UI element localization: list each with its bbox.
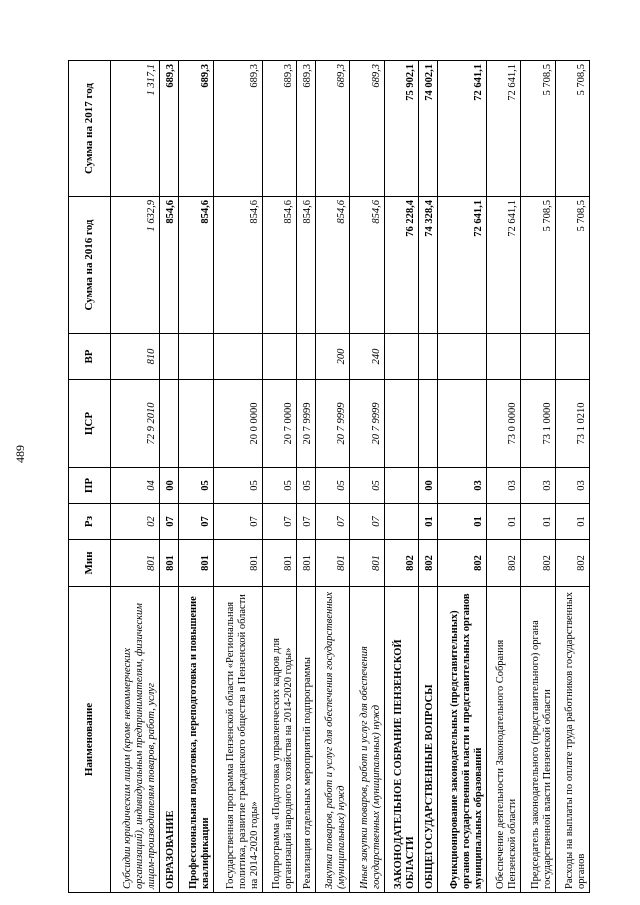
cell-pr: 04 <box>111 468 160 504</box>
cell-sum2016: 854,6 <box>160 197 179 334</box>
cell-sum2017: 5 708,5 <box>555 61 589 197</box>
cell-pr <box>384 468 418 504</box>
cell-min: 801 <box>316 540 350 587</box>
table-row <box>521 61 555 893</box>
header-vr: ВР <box>69 334 111 380</box>
cell-min: 801 <box>297 540 316 587</box>
cell-min: 802 <box>418 540 437 587</box>
table-row <box>111 61 160 893</box>
header-sum-2016: Сумма на 2016 год <box>69 197 111 334</box>
cell-pr: 05 <box>179 468 213 504</box>
cell-name: ОБРАЗОВАНИЕ <box>160 587 179 893</box>
cell-vr: 810 <box>111 334 160 380</box>
cell-pr: 05 <box>297 468 316 504</box>
cell-sum2017: 689,3 <box>297 61 316 197</box>
cell-min: 802 <box>384 540 418 587</box>
cell-vr <box>521 334 555 380</box>
cell-sum2016: 74 328,4 <box>418 197 437 334</box>
cell-sum2017: 5 708,5 <box>521 61 555 197</box>
cell-pr: 00 <box>418 468 437 504</box>
cell-csr: 20 7 0000 <box>263 380 297 468</box>
table-row <box>263 61 297 893</box>
cell-pr: 05 <box>213 468 262 504</box>
cell-min: 801 <box>111 540 160 587</box>
cell-rz: 01 <box>437 504 486 540</box>
cell-pr: 03 <box>521 468 555 504</box>
cell-sum2016: 854,6 <box>263 197 297 334</box>
cell-sum2016: 1 632,9 <box>111 197 160 334</box>
cell-csr: 72 9 2010 <box>111 380 160 468</box>
cell-csr <box>179 380 213 468</box>
cell-sum2017: 72 641,1 <box>487 61 521 197</box>
cell-csr <box>160 380 179 468</box>
cell-sum2017: 1 317,1 <box>111 61 160 197</box>
cell-rz: 07 <box>160 504 179 540</box>
cell-sum2016: 72 641,1 <box>437 197 486 334</box>
cell-vr <box>487 334 521 380</box>
cell-sum2017: 689,3 <box>160 61 179 197</box>
cell-sum2017: 689,3 <box>316 61 350 197</box>
cell-min: 801 <box>263 540 297 587</box>
cell-csr: 20 7 9999 <box>350 380 384 468</box>
table-body <box>111 61 590 893</box>
header-name: Наименование <box>69 587 111 893</box>
cell-csr <box>418 380 437 468</box>
header-min: Мин <box>69 540 111 587</box>
cell-name: Обеспечение деятельности Законодательного Собрания Пензенской области <box>487 587 521 893</box>
header-sum-2017: Сумма на 2017 год <box>69 61 111 197</box>
table-header-row <box>69 61 111 893</box>
cell-name: ОБЩЕГОСУДАРСТВЕННЫЕ ВОПРОСЫ <box>418 587 437 893</box>
cell-pr: 05 <box>263 468 297 504</box>
cell-vr <box>384 334 418 380</box>
cell-sum2017: 689,3 <box>213 61 262 197</box>
table-row <box>418 61 437 893</box>
cell-pr: 03 <box>437 468 486 504</box>
table-row <box>213 61 262 893</box>
cell-name: Председатель законодательного (представительного) органа государственной власти Пензенской области <box>521 587 555 893</box>
budget-table-rotated <box>68 61 590 893</box>
table-row <box>555 61 589 893</box>
table-row <box>160 61 179 893</box>
cell-rz: 07 <box>179 504 213 540</box>
table-row <box>437 61 486 893</box>
cell-min: 801 <box>350 540 384 587</box>
cell-sum2017: 689,3 <box>350 61 384 197</box>
cell-csr: 73 1 0210 <box>555 380 589 468</box>
cell-pr: 05 <box>350 468 384 504</box>
cell-vr <box>437 334 486 380</box>
cell-name: Государственная программа Пензенской области «Региональная политика, развитие гражданского общества в Пензенской области на 2014-2020 годы» <box>213 587 262 893</box>
cell-vr <box>263 334 297 380</box>
cell-min: 801 <box>213 540 262 587</box>
cell-sum2016: 76 228,4 <box>384 197 418 334</box>
cell-sum2017: 689,3 <box>179 61 213 197</box>
cell-rz <box>384 504 418 540</box>
cell-name: Подпрограмма «Подготовка управленческих кадров для организаций народного хозяйства на 2014-2020 годы» <box>263 587 297 893</box>
cell-vr <box>160 334 179 380</box>
page-number: 489 <box>13 445 27 463</box>
cell-vr <box>297 334 316 380</box>
cell-sum2016: 72 641,1 <box>487 197 521 334</box>
cell-sum2017: 72 641,1 <box>437 61 486 197</box>
cell-sum2017: 75 902,1 <box>384 61 418 197</box>
cell-rz: 07 <box>213 504 262 540</box>
cell-rz: 01 <box>521 504 555 540</box>
table-row <box>384 61 418 893</box>
cell-csr <box>384 380 418 468</box>
cell-rz: 01 <box>418 504 437 540</box>
cell-sum2016: 854,6 <box>179 197 213 334</box>
header-rz: Рз <box>69 504 111 540</box>
cell-rz: 07 <box>297 504 316 540</box>
cell-sum2016: 5 708,5 <box>555 197 589 334</box>
cell-rz: 07 <box>316 504 350 540</box>
header-pr: ПР <box>69 468 111 504</box>
cell-vr <box>179 334 213 380</box>
cell-vr: 240 <box>350 334 384 380</box>
cell-rz: 07 <box>350 504 384 540</box>
table-row <box>487 61 521 893</box>
cell-name: Профессиональная подготовка, переподготовка и повышение квалификации <box>179 587 213 893</box>
cell-name: Субсидии юридическим лицам (кроме некоммерческих организаций), индивидуальным предпринимателям, физическим лицам-производителям товаров, работ, услуг <box>111 587 160 893</box>
table-row <box>350 61 384 893</box>
cell-name: ЗАКОНОДАТЕЛЬНОЕ СОБРАНИЕ ПЕНЗЕНСКОЙ ОБЛАСТИ <box>384 587 418 893</box>
cell-sum2016: 5 708,5 <box>521 197 555 334</box>
cell-vr <box>555 334 589 380</box>
cell-min: 801 <box>179 540 213 587</box>
table-row <box>179 61 213 893</box>
table-row <box>297 61 316 893</box>
cell-sum2016: 854,6 <box>350 197 384 334</box>
cell-vr <box>213 334 262 380</box>
cell-name: Функционирование законодательных (представительных) органов государственной власти и представительных органов муниципальных образований <box>437 587 486 893</box>
header-csr: ЦСР <box>69 380 111 468</box>
cell-sum2016: 854,6 <box>316 197 350 334</box>
cell-csr: 20 7 9999 <box>297 380 316 468</box>
cell-rz: 07 <box>263 504 297 540</box>
cell-pr: 05 <box>316 468 350 504</box>
cell-sum2016: 854,6 <box>297 197 316 334</box>
budget-table <box>68 60 590 893</box>
cell-name: Закупка товаров, работ и услуг для обеспечения государственных (муниципальных) нужд <box>316 587 350 893</box>
cell-sum2017: 74 002,1 <box>418 61 437 197</box>
cell-csr: 20 0 0000 <box>213 380 262 468</box>
table-row <box>316 61 350 893</box>
cell-min: 802 <box>437 540 486 587</box>
cell-min: 802 <box>555 540 589 587</box>
cell-rz: 01 <box>555 504 589 540</box>
cell-min: 801 <box>160 540 179 587</box>
cell-min: 802 <box>521 540 555 587</box>
cell-pr: 00 <box>160 468 179 504</box>
cell-sum2016: 854,6 <box>213 197 262 334</box>
cell-pr: 03 <box>555 468 589 504</box>
cell-csr: 20 7 9999 <box>316 380 350 468</box>
cell-csr: 73 1 0000 <box>521 380 555 468</box>
cell-name: Реализация отдельных мероприятий подпрограммы <box>297 587 316 893</box>
cell-csr <box>437 380 486 468</box>
cell-rz: 02 <box>111 504 160 540</box>
cell-vr: 200 <box>316 334 350 380</box>
cell-name: Расходы на выплаты по оплате труда работников государственных органов <box>555 587 589 893</box>
cell-name: Иные закупки товаров, работ и услуг для обеспечения государственных (муниципальных) нужд <box>350 587 384 893</box>
cell-rz: 01 <box>487 504 521 540</box>
cell-pr: 03 <box>487 468 521 504</box>
cell-vr <box>418 334 437 380</box>
cell-csr: 73 0 0000 <box>487 380 521 468</box>
cell-sum2017: 689,3 <box>263 61 297 197</box>
cell-min: 802 <box>487 540 521 587</box>
